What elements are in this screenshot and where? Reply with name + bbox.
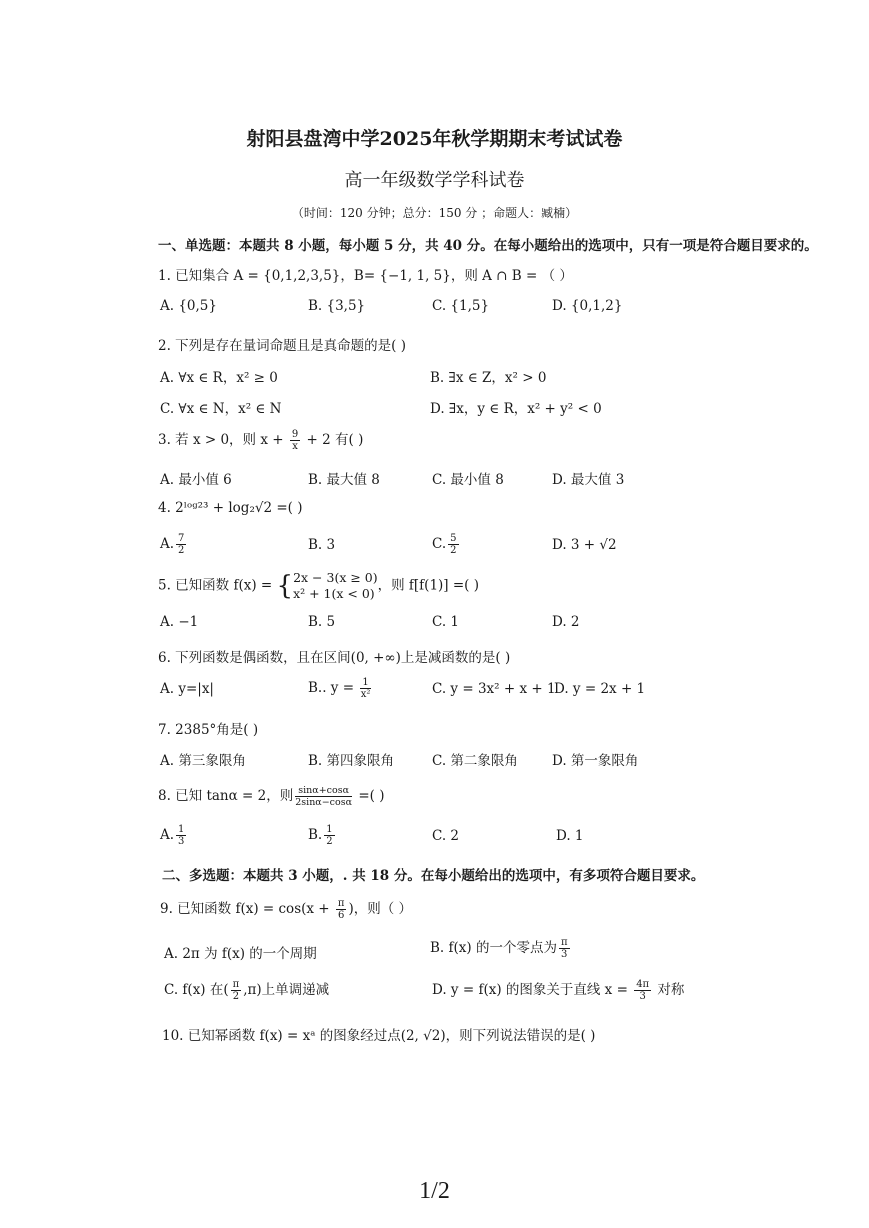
q3-option-d: D. 最大值 3 xyxy=(552,472,625,488)
q8-a-den: 3 xyxy=(178,836,185,847)
q6-option-b xyxy=(308,677,373,700)
exam-title: 射阳县盘湾中学2025年秋学期期末考试试卷 xyxy=(246,128,623,150)
q5-case-2: x² + 1(x < 0) xyxy=(293,586,375,601)
q5-stem-a: 5. 已知函数 f(x) = xyxy=(158,577,277,594)
q2-option-c: C. ∀x ∈ N，x² ∈ N xyxy=(160,401,282,417)
q7-option-a: A. 第三象限角 xyxy=(160,753,246,769)
q1-option-a: A. {0,5} xyxy=(160,298,217,314)
q8-a-fraction xyxy=(176,824,186,847)
question-8 xyxy=(158,784,384,808)
question-10: 10. 已知幂函数 f(x) = xᵃ 的图象经过点(2, √2)，则下列说法错误的是( ) xyxy=(162,1028,596,1044)
q3-stem-b: + 2 有( ) xyxy=(302,432,364,448)
q9-b-text: B. f(x) 的一个零点为 xyxy=(430,940,557,956)
q8-a-num: 1 xyxy=(178,824,185,835)
page-number: 1/2 xyxy=(419,1178,450,1204)
q8-fraction xyxy=(295,785,352,808)
q4-c-label: C. xyxy=(432,536,447,552)
q6-b-fraction xyxy=(360,677,370,700)
q8-stem-b: =( ) xyxy=(354,788,385,804)
q9-option-c xyxy=(164,978,329,1002)
question-1: 1. 已知集合 A = {0,1,2,3,5}，B= {−1, 1, 5}，则 A ∩ B = （ ） xyxy=(158,268,573,284)
q3-option-c: C. 最小值 8 xyxy=(432,472,504,488)
question-2: 2. 下列是存在量词命题且是真命题的是( ) xyxy=(158,338,406,354)
q4-option-b: B. 3 xyxy=(308,537,336,553)
q9-fraction xyxy=(336,898,347,921)
exam-subtitle: 高一年级数学学科试卷 xyxy=(344,170,525,191)
q8-stem-a: 8. 已知 tanα = 2，则 xyxy=(158,788,294,804)
q3-option-a: A. 最小值 6 xyxy=(160,472,232,488)
section-single-choice: 一、单选题：本题共 8 小题，每小题 5 分，共 40 分。在每小题给出的选项中，只有一项是符合题目要求的。 xyxy=(158,238,818,254)
q1-option-d: D. {0,1,2} xyxy=(552,298,623,314)
q9-stem-b: )，则（ ） xyxy=(348,901,413,917)
question-5 xyxy=(158,570,479,602)
q5-option-b: B. 5 xyxy=(308,614,336,630)
q6-b-num: 1 xyxy=(362,677,369,688)
q9-c-text-a: C. f(x) 在( xyxy=(164,982,229,998)
q8-option-d: D. 1 xyxy=(556,828,584,844)
q9-d-den: 3 xyxy=(639,991,646,1002)
q8-a-label: A. xyxy=(160,827,175,843)
q9-d-num: 4π xyxy=(636,979,650,990)
q4-c-fraction xyxy=(448,533,458,556)
q8-b-fraction xyxy=(324,824,334,847)
question-3 xyxy=(158,428,363,452)
q2-option-d: D. ∃x，y ∈ R，x² + y² < 0 xyxy=(430,401,602,417)
q4-c-den: 2 xyxy=(450,545,457,556)
q9-option-d xyxy=(432,978,684,1002)
q9-b-den: 3 xyxy=(561,949,568,960)
question-9 xyxy=(160,897,412,921)
q4-a-num: 7 xyxy=(178,533,185,544)
q9-option-a: A. 2π 为 f(x) 的一个周期 xyxy=(164,946,317,962)
q5-stem-b: ，则 f[f(1)] =( ) xyxy=(377,577,479,594)
question-4: 4. 2ˡᵒᵍ²³ + log₂√2 =( ) xyxy=(158,500,303,516)
q9-c-fraction xyxy=(231,979,242,1002)
q5-case-1: 2x − 3(x ≥ 0) xyxy=(293,570,378,585)
q3-frac-num: 9 xyxy=(291,429,299,440)
q8-b-num: 1 xyxy=(326,824,333,835)
q2-option-b: B. ∃x ∈ Z，x² > 0 xyxy=(430,370,547,386)
q9-frac-num: π xyxy=(337,898,345,909)
q4-a-label: A. xyxy=(160,536,175,552)
q3-fraction xyxy=(290,429,300,452)
q7-option-d: D. 第一象限角 xyxy=(552,753,639,769)
q9-b-fraction xyxy=(559,937,570,960)
q9-d-fraction xyxy=(634,979,651,1002)
q8-b-den: 2 xyxy=(326,836,333,847)
q5-piecewise xyxy=(277,570,378,602)
q5-option-c: C. 1 xyxy=(432,614,460,630)
q3-frac-den: x xyxy=(292,441,298,452)
section-multi-choice: 二、多选题：本题共 3 小题，. 共 18 分。在每小题给出的选项中，有多项符合题目要求。 xyxy=(162,868,705,884)
question-6: 6. 下列函数是偶函数，且在区间(0, +∞)上是减函数的是( ) xyxy=(158,650,511,666)
q7-option-b: B. 第四象限角 xyxy=(308,753,395,769)
q4-c-num: 5 xyxy=(450,533,457,544)
question-7: 7. 2385°角是( ) xyxy=(158,722,259,738)
q5-option-a: A. −1 xyxy=(160,614,199,630)
q8-b-label: B. xyxy=(308,827,323,843)
q3-stem-a: 3. 若 x > 0，则 x + xyxy=(158,432,288,448)
q9-c-text-b: ,π)上单调递减 xyxy=(243,982,330,998)
q9-c-num: π xyxy=(232,979,240,990)
q6-option-d: D. y = 2x + 1 xyxy=(554,681,646,697)
q4-a-den: 2 xyxy=(178,545,185,556)
q8-option-a xyxy=(160,824,188,847)
q9-frac-den: 6 xyxy=(338,910,345,921)
q9-option-b xyxy=(430,936,572,960)
q7-option-c: C. 第二象限角 xyxy=(432,753,518,769)
q6-b-den: x² xyxy=(360,689,371,700)
q9-b-num: π xyxy=(560,937,568,948)
q1-option-c: C. {1,5} xyxy=(432,298,490,314)
q1-option-b: B. {3,5} xyxy=(308,298,366,314)
q8-frac-den: 2sinα−cosα xyxy=(295,797,353,808)
q4-option-d: D. 3 + √2 xyxy=(552,537,617,553)
q8-frac-num: sinα+cosα xyxy=(295,785,352,797)
q9-d-text-b: 对称 xyxy=(653,982,685,998)
q5-brace: { xyxy=(276,571,294,601)
q6-option-a: A. y=|x| xyxy=(160,681,214,697)
q2-option-a: A. ∀x ∈ R，x² ≥ 0 xyxy=(160,370,278,386)
q8-option-c: C. 2 xyxy=(432,828,460,844)
q9-c-den: 2 xyxy=(232,991,240,1002)
q9-d-text-a: D. y = f(x) 的图象关于直线 x = xyxy=(432,982,633,998)
q8-option-b xyxy=(308,824,337,847)
q3-option-b: B. 最大值 8 xyxy=(308,472,380,488)
q9-stem-a: 9. 已知函数 f(x) = cos(x + xyxy=(160,901,334,917)
q4-option-a xyxy=(160,533,188,556)
q5-option-d: D. 2 xyxy=(552,614,580,630)
q6-option-c: C. y = 3x² + x + 1 xyxy=(432,681,556,697)
q6-b-label: B.. y = xyxy=(308,680,359,696)
q4-option-c xyxy=(432,533,461,556)
exam-meta: （时间：120 分钟；总分：150 分 ；命题人：臧楠） xyxy=(291,206,578,220)
q4-a-fraction xyxy=(176,533,186,556)
